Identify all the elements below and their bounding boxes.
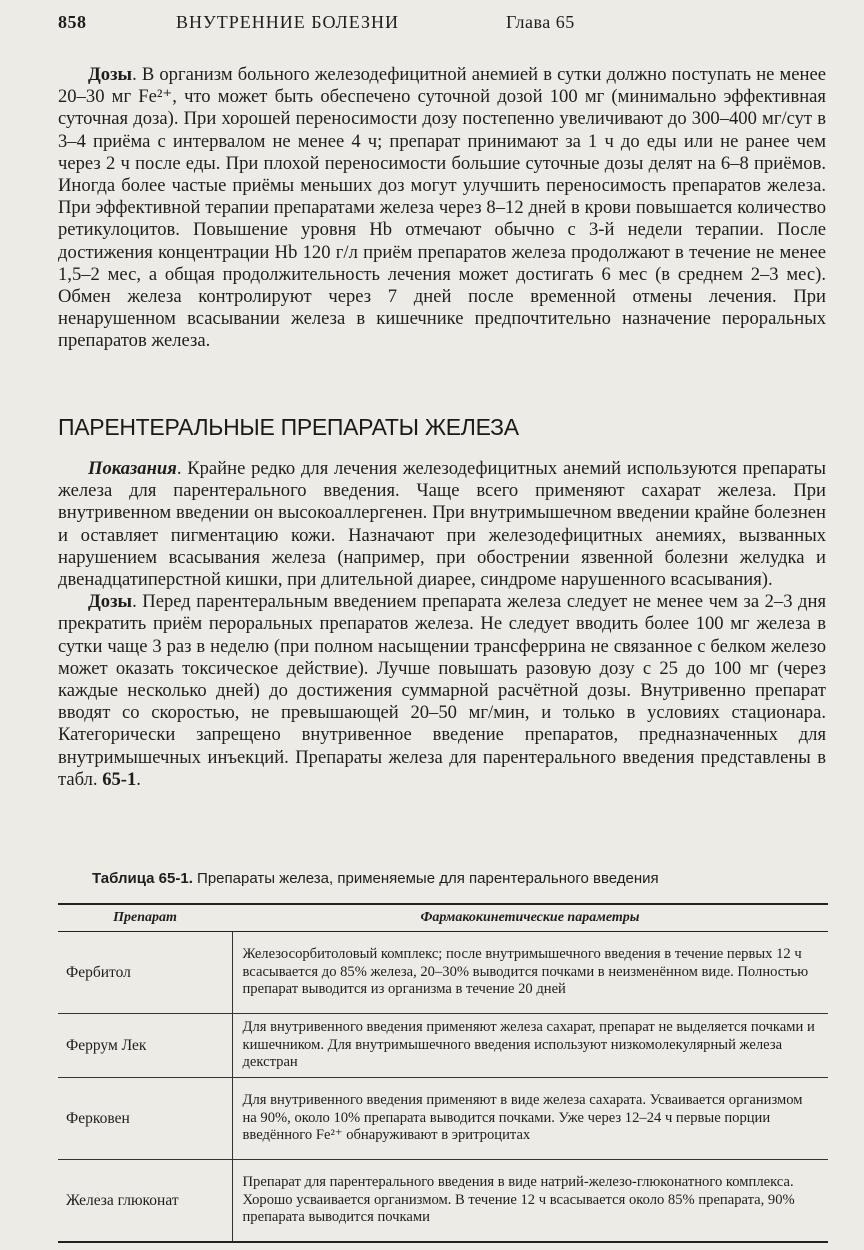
drug-name: Феррум Лек bbox=[58, 1014, 232, 1078]
chapter-label: Глава 65 bbox=[506, 12, 575, 32]
drug-params: Препарат для парентерального введения в виде натрий-железо-глюконатного комплекса. Хорошо усваивается организмом. В течение 12 ч всасывается около 85% препарата, 90% препарата выводится почками bbox=[232, 1160, 828, 1242]
section-title: ПАРЕНТЕРАЛЬНЫЕ ПРЕПАРАТЫ ЖЕЛЕЗА bbox=[58, 414, 519, 440]
drug-name: Ферковен bbox=[58, 1078, 232, 1160]
running-head bbox=[58, 12, 818, 36]
table-caption bbox=[92, 870, 832, 887]
doses-text: . В организм больного железодефицитной анемией в сутки должно поступать не менее 20–30 мг Fe²⁺, что может быть обеспечено суточной дозой 100 мг (минимально эффективная суточная доза). При хорошей переносимости дозу постепенно увеличивают до 300–400 мг/сут в 3–4 приёма с интервалом не менее 4 ч; препарат принимают за 1 ч до еды или не ранее чем через 2 ч после еды. При плохой переносимости большие суточные дозы делят на 6–8 приёмов. Иногда более частые приёмы меньших доз могут улучшить переносимость препаратов железа. При эффективной терапии препаратами железа через 8–12 дней в крови повышается количество ретикулоцитов. Повышение уровня Hb отмечают обычно с 3-й недели терапии. После достижения концентрации Hb 120 г/л приём препаратов железа продолжают в течение не менее 1,5–2 мес, а общая продолжительность лечения может достигать 6 мес (в среднем 2–3 мес). Обмен железа контролируют через 7 дней после временной отмены лечения. При ненарушенном всасывании железа в кишечнике предпочтительно назначение пероральных препаратов железа. bbox=[58, 64, 826, 352]
header-params: Фармакокинетические параметры bbox=[232, 904, 828, 932]
page-number: 858 bbox=[58, 12, 87, 32]
table-header-row bbox=[58, 904, 828, 932]
parenteral-doses-lead: Дозы bbox=[88, 591, 133, 613]
drug-table bbox=[58, 903, 828, 1243]
drug-name: Фербитол bbox=[58, 932, 232, 1014]
table-caption-label: Таблица 65-1. bbox=[92, 870, 193, 887]
indications-text: . Крайне редко для лечения железодефицитных анемий используются препараты железа для парентерального введения. Чаще всего применяют сахарат железа. При внутривенном введении он высокоаллергенен. При внутримышечном введении крайне болезнен и оставляет пигментацию кожи. Назначают при железодефицитных анемиях, вызванных нарушением всасывания железа (например, при обострении язвенной болезни желудка и двенадцатиперстной кишки, при длительной диарее, синдроме нарушенного всасывания). bbox=[58, 458, 826, 591]
drug-params: Железосорбитоловый комплекс; после внутримышечного введения в течение первых 12 ч всасывается до 85% железа, 20–30% выводится почками в неизменённом виде. Полностью препарат выводится из организма в течение 20 дней bbox=[232, 932, 828, 1014]
table-caption-text: Препараты железа, применяемые для парентерального введения bbox=[192, 870, 659, 887]
parenteral-doses-end: . bbox=[136, 768, 141, 790]
drug-params: Для внутривенного введения применяют в виде железа сахарата. Усваивается организмом на 90%, около 10% препарата выводится почками. Уже через 12–24 ч первые порции введённого Fe²⁺ обнаруживают в эритроцитах bbox=[232, 1078, 828, 1160]
doses-paragraph bbox=[58, 64, 826, 353]
book-title: ВНУТРЕННИЕ БОЛЕЗНИ bbox=[176, 12, 399, 32]
table-reference: 65-1 bbox=[102, 768, 137, 790]
header-drug: Препарат bbox=[58, 904, 232, 932]
parenteral-doses-text: . Перед парентеральным введением препарата железа следует не менее чем за 2–3 дня прекратить приём пероральных препаратов железа. Не следует вводить более 100 мг железа в сутки чаще 3 раз в неделю (при полном насыщении трансферрина не связанное с белком железо может оказать токсическое действие). Лучше повышать разовую дозу с 25 до 100 мг (через каждые несколько дней) до достижения суммарной расчётной дозы. Внутривенно препарат вводят со скоростью, не превышающей 20–50 мг/мин, и только в условиях стационара. Категорически запрещено внутривенное введение препаратов, предназначенных для внутримышечных инъекций. Препараты железа для парентерального введения представлены в табл. bbox=[58, 591, 826, 790]
intro-block bbox=[58, 64, 826, 353]
parenteral-doses-paragraph bbox=[58, 591, 826, 791]
table-row bbox=[58, 1078, 828, 1160]
drug-name: Железа глюконат bbox=[58, 1160, 232, 1242]
table-row bbox=[58, 1014, 828, 1078]
indications-lead: Показания bbox=[88, 458, 177, 479]
table-row bbox=[58, 932, 828, 1014]
indications-paragraph bbox=[58, 458, 826, 591]
drug-params: Для внутривенного введения применяют железа сахарат, препарат не выделяется почками и кишечником. Для внутримышечного введения используют низкомолекулярный железа декстран bbox=[232, 1014, 828, 1078]
doses-lead: Дозы bbox=[88, 64, 133, 85]
table-row bbox=[58, 1160, 828, 1242]
section-block bbox=[58, 458, 826, 791]
